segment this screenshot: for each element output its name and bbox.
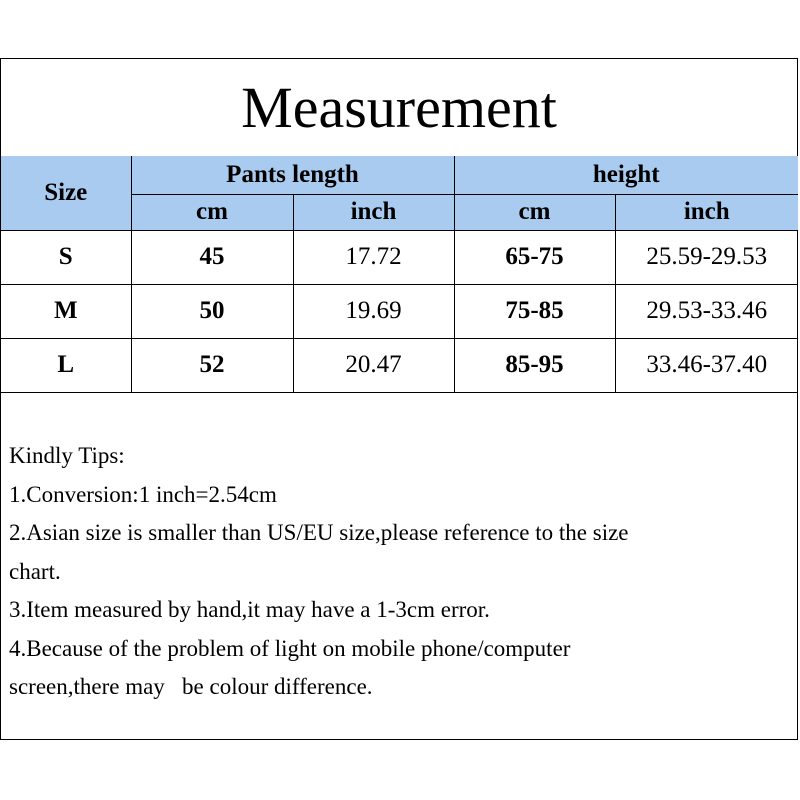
table-row <box>1 230 798 284</box>
pants-inch-cell: 17.72 <box>293 230 454 284</box>
tip-line: chart. <box>9 558 61 584</box>
height-inch-header: inch <box>615 194 798 230</box>
measurement-card <box>0 58 798 740</box>
size-column-header: Size <box>1 156 131 230</box>
page-title: Measurement <box>1 59 797 157</box>
height-inch-cell: 33.46-37.40 <box>615 338 798 392</box>
pants-length-header: Pants length <box>131 156 454 194</box>
pants-cm-cell: 50 <box>131 284 293 338</box>
kindly-tips <box>9 437 789 707</box>
size-cell: L <box>1 338 131 392</box>
tip-line: 2.Asian size is smaller than US/EU size,please reference to the size <box>9 520 629 545</box>
height-header: height <box>454 156 798 194</box>
pants-cm-header: cm <box>131 194 293 230</box>
tip-line: screen,there may be colour difference. <box>9 674 373 699</box>
pants-cm-cell: 52 <box>131 338 293 392</box>
height-inch-cell: 29.53-33.46 <box>615 284 798 338</box>
pants-inch-cell: 20.47 <box>293 338 454 392</box>
tip-line: 4.Because of the problem of light on mobile phone/computer <box>9 635 571 661</box>
size-cell: M <box>1 284 131 338</box>
table-row <box>1 284 798 338</box>
pants-cm-cell: 45 <box>131 230 293 284</box>
size-chart-table <box>1 156 798 393</box>
height-inch-cell: 25.59-29.53 <box>615 230 798 284</box>
tip-line: 3.Item measured by hand,it may have a 1-3cm error. <box>9 597 490 622</box>
height-cm-header: cm <box>454 194 615 230</box>
pants-inch-cell: 19.69 <box>293 284 454 338</box>
height-cm-cell: 85-95 <box>454 338 615 392</box>
table-row <box>1 338 798 392</box>
size-cell: S <box>1 230 131 284</box>
tip-line: 1.Conversion:1 inch=2.54cm <box>9 481 277 507</box>
height-cm-cell: 75-85 <box>454 284 615 338</box>
tips-heading: Kindly Tips: <box>9 443 125 468</box>
pants-inch-header: inch <box>293 194 454 230</box>
height-cm-cell: 65-75 <box>454 230 615 284</box>
